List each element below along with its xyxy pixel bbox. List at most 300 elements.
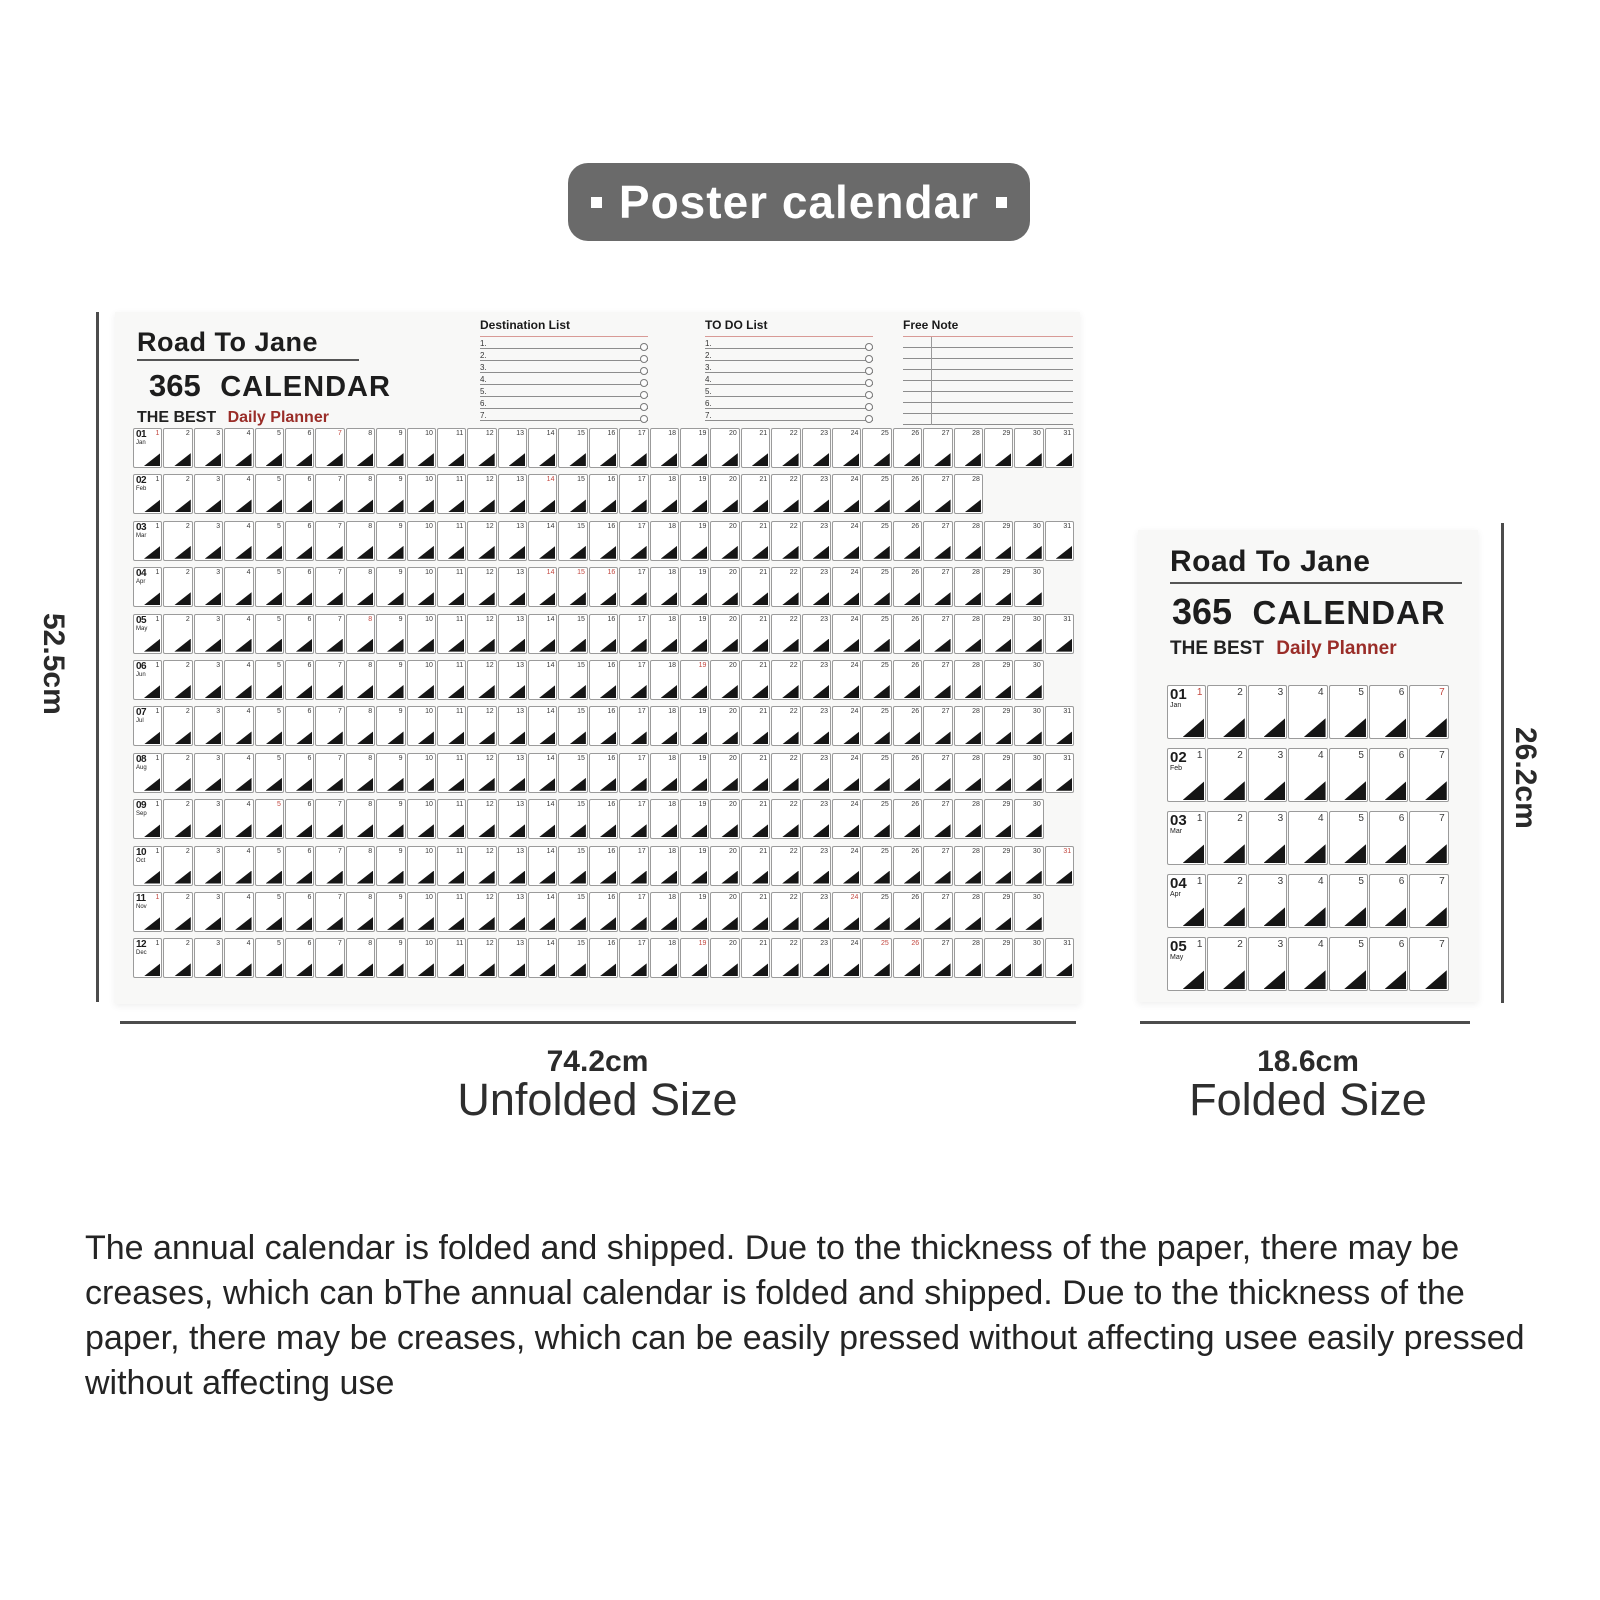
day-number: 8 <box>368 615 373 623</box>
day-cell <box>285 567 314 607</box>
day-number: 25 <box>880 801 889 809</box>
day-cell <box>862 474 891 514</box>
month-number: 08 <box>136 753 147 765</box>
corner-triangle-icon <box>1344 907 1366 926</box>
day-cell <box>407 567 436 607</box>
day-cell <box>255 474 284 514</box>
day-cell <box>710 428 739 468</box>
day-cell <box>224 474 253 514</box>
month-name: Apr <box>1170 891 1181 898</box>
corner-triangle-icon <box>144 453 160 466</box>
day-number: 4 <box>1318 813 1324 824</box>
corner-triangle-icon <box>509 453 525 466</box>
day-number: 7 <box>1439 876 1445 887</box>
corner-triangle-icon <box>1304 970 1326 989</box>
day-cell <box>133 753 162 793</box>
day-cell <box>923 660 952 700</box>
month-name: May <box>136 625 148 632</box>
day-cell <box>984 428 1013 468</box>
day-cell <box>771 660 800 700</box>
day-cell <box>224 428 253 468</box>
day-cell <box>954 567 983 607</box>
corner-triangle-icon <box>721 592 737 605</box>
day-number: 11 <box>456 847 464 855</box>
day-number: 11 <box>456 801 464 809</box>
corner-triangle-icon <box>1183 844 1205 863</box>
corner-triangle-icon <box>266 685 282 698</box>
day-cell <box>741 567 770 607</box>
month-name: May <box>1170 954 1184 961</box>
day-number: 22 <box>789 615 798 623</box>
corner-triangle-icon <box>843 685 859 698</box>
day-cell <box>133 521 162 561</box>
corner-triangle-icon <box>417 546 433 559</box>
corner-triangle-icon <box>1056 963 1072 976</box>
month-label <box>136 940 147 956</box>
corner-triangle-icon <box>387 731 403 744</box>
day-number: 23 <box>820 569 828 577</box>
day-cell <box>224 846 253 886</box>
ruled-line <box>903 392 1073 403</box>
day-cell <box>498 474 527 514</box>
corner-triangle-icon <box>205 546 221 559</box>
corner-triangle-icon <box>782 499 798 512</box>
corner-triangle-icon <box>569 499 585 512</box>
day-cell <box>862 892 891 932</box>
day-cell <box>923 846 952 886</box>
day-cell <box>741 474 770 514</box>
day-number: 23 <box>820 615 828 623</box>
day-cell <box>498 521 527 561</box>
brand-underline <box>137 359 359 361</box>
day-number: 24 <box>850 708 859 716</box>
corner-triangle-icon <box>357 731 373 744</box>
month-number: 02 <box>136 475 147 487</box>
day-number: 2 <box>1237 876 1243 887</box>
day-cell <box>528 706 557 746</box>
day-number: 20 <box>729 476 737 484</box>
day-number: 23 <box>820 801 828 809</box>
day-cell <box>1014 567 1043 607</box>
panel-lines <box>705 336 873 421</box>
day-cell <box>802 474 831 514</box>
corner-triangle-icon <box>296 824 312 837</box>
day-number: 21 <box>759 430 768 437</box>
day-cell <box>589 521 618 561</box>
day-number: 13 <box>516 661 525 669</box>
day-number: 14 <box>546 569 555 577</box>
day-number: 18 <box>668 847 677 855</box>
corner-triangle-icon <box>630 824 646 837</box>
day-cell <box>589 706 618 746</box>
corner-triangle-icon <box>448 639 464 652</box>
day-cell <box>893 892 922 932</box>
day-number: 25 <box>880 708 889 716</box>
corner-triangle-icon <box>417 871 433 884</box>
day-cell <box>832 614 861 654</box>
day-number: 1 <box>1196 876 1203 887</box>
day-number: 4 <box>246 801 251 809</box>
day-number: 23 <box>820 847 828 855</box>
day-cell <box>376 660 405 700</box>
day-cell <box>467 428 496 468</box>
day-number: 14 <box>546 430 555 437</box>
day-number: 4 <box>246 430 251 437</box>
day-cell <box>528 938 557 978</box>
day-number: 9 <box>398 615 403 623</box>
corner-triangle-icon <box>387 917 403 930</box>
day-number: 16 <box>607 847 616 855</box>
day-number: 3 <box>1277 813 1284 824</box>
day-cell <box>923 938 952 978</box>
line-number: 5. <box>705 387 712 396</box>
corner-triangle-icon <box>691 824 707 837</box>
day-cell <box>650 614 679 654</box>
corner-triangle-icon <box>752 546 768 559</box>
day-cell <box>407 892 436 932</box>
month-row-02 <box>1167 748 1450 802</box>
day-cell <box>1369 937 1408 991</box>
corner-triangle-icon <box>417 592 433 605</box>
month-row-01 <box>1167 685 1450 739</box>
corner-triangle-icon <box>1183 970 1205 989</box>
day-cell <box>407 753 436 793</box>
month-label <box>1170 750 1187 772</box>
corner-triangle-icon <box>174 592 190 605</box>
day-cell <box>680 521 709 561</box>
day-cell <box>133 567 162 607</box>
day-number: 24 <box>850 615 859 623</box>
day-number: 29 <box>1002 522 1011 530</box>
day-cell <box>680 753 709 793</box>
day-number: 13 <box>516 893 525 901</box>
day-cell <box>680 938 709 978</box>
day-cell <box>923 706 952 746</box>
corner-triangle-icon <box>873 917 889 930</box>
day-number: 25 <box>880 522 889 530</box>
day-number: 25 <box>880 476 889 484</box>
day-cell <box>437 938 466 978</box>
corner-triangle-icon <box>752 453 768 466</box>
corner-triangle-icon <box>387 499 403 512</box>
corner-triangle-icon <box>1425 907 1447 926</box>
day-number: 4 <box>246 615 251 623</box>
corner-triangle-icon <box>1025 824 1041 837</box>
day-number: 12 <box>485 754 494 762</box>
day-cell <box>710 474 739 514</box>
corner-triangle-icon <box>417 453 433 466</box>
day-cell <box>163 521 192 561</box>
corner-triangle-icon <box>266 546 282 559</box>
day-cell <box>923 567 952 607</box>
folded-month-grid <box>1167 685 1450 1000</box>
corner-triangle-icon <box>387 824 403 837</box>
day-cell <box>194 428 223 468</box>
day-cell <box>741 428 770 468</box>
day-number: 23 <box>820 754 828 762</box>
month-name: Jul <box>136 718 144 725</box>
day-number: 20 <box>729 615 737 623</box>
corner-triangle-icon <box>448 592 464 605</box>
day-cell <box>346 474 375 514</box>
corner-triangle-icon <box>326 546 342 559</box>
day-cell <box>285 660 314 700</box>
day-cell <box>862 799 891 839</box>
day-number: 23 <box>820 661 828 669</box>
day-cell <box>194 474 223 514</box>
corner-triangle-icon <box>205 917 221 930</box>
day-cell <box>1248 748 1287 802</box>
day-number: 21 <box>759 893 768 901</box>
corner-triangle-icon <box>1304 781 1326 800</box>
day-cell <box>680 706 709 746</box>
title-number: 365 <box>1172 590 1233 632</box>
month-name: Feb <box>1170 765 1183 772</box>
corner-triangle-icon <box>448 778 464 791</box>
day-number: 30 <box>1032 661 1041 669</box>
day-cell <box>558 567 587 607</box>
day-cell <box>558 938 587 978</box>
corner-triangle-icon <box>843 499 859 512</box>
day-cell <box>954 706 983 746</box>
day-number: 30 <box>1032 801 1041 809</box>
corner-triangle-icon <box>873 778 889 791</box>
day-number: 29 <box>1002 430 1011 437</box>
day-cell <box>255 938 284 978</box>
ruled-line <box>903 370 1073 381</box>
corner-triangle-icon <box>235 592 251 605</box>
corner-triangle-icon <box>934 546 950 559</box>
corner-triangle-icon <box>266 731 282 744</box>
day-number: 13 <box>516 615 525 623</box>
day-cell <box>133 938 162 978</box>
corner-triangle-icon <box>326 685 342 698</box>
day-cell <box>802 428 831 468</box>
corner-triangle-icon <box>1264 718 1286 737</box>
day-cell <box>407 521 436 561</box>
corner-triangle-icon <box>1264 970 1286 989</box>
day-number: 24 <box>850 940 859 948</box>
corner-triangle-icon <box>326 453 342 466</box>
corner-triangle-icon <box>478 778 494 791</box>
day-cell <box>163 567 192 607</box>
day-cell <box>619 521 648 561</box>
corner-triangle-icon <box>691 963 707 976</box>
corner-triangle-icon <box>813 546 829 559</box>
day-cell <box>437 799 466 839</box>
day-number: 23 <box>820 708 828 716</box>
day-number: 23 <box>820 893 828 901</box>
day-cell <box>680 846 709 886</box>
corner-triangle-icon <box>1304 907 1326 926</box>
day-cell <box>498 938 527 978</box>
day-number: 12 <box>485 940 494 948</box>
day-number: 15 <box>577 615 585 623</box>
day-number: 11 <box>456 569 464 577</box>
corner-triangle-icon <box>630 917 646 930</box>
day-cell <box>315 521 344 561</box>
corner-triangle-icon <box>721 778 737 791</box>
day-cell <box>1329 685 1368 739</box>
day-number: 26 <box>911 522 920 530</box>
day-number: 1 <box>155 847 160 855</box>
day-cell <box>285 428 314 468</box>
day-number: 13 <box>516 940 525 948</box>
day-cell <box>832 428 861 468</box>
day-number: 5 <box>1358 939 1364 950</box>
day-number: 9 <box>398 940 403 948</box>
day-cell <box>407 474 436 514</box>
day-number: 28 <box>972 661 980 669</box>
day-cell <box>285 892 314 932</box>
corner-triangle-icon <box>813 917 829 930</box>
day-number: 6 <box>307 847 312 855</box>
corner-triangle-icon <box>569 778 585 791</box>
corner-triangle-icon <box>326 731 342 744</box>
day-cell <box>346 799 375 839</box>
corner-triangle-icon <box>630 546 646 559</box>
corner-triangle-icon <box>934 685 950 698</box>
line-number: 3. <box>480 363 487 372</box>
day-number: 20 <box>729 847 737 855</box>
corner-triangle-icon <box>600 639 616 652</box>
corner-triangle-icon <box>357 778 373 791</box>
day-cell <box>163 846 192 886</box>
day-number: 21 <box>759 708 768 716</box>
corner-triangle-icon <box>691 871 707 884</box>
day-cell <box>619 614 648 654</box>
day-cell <box>498 428 527 468</box>
day-number: 10 <box>425 940 433 948</box>
corner-triangle-icon <box>873 685 889 698</box>
day-cell <box>346 521 375 561</box>
day-cell <box>255 567 284 607</box>
corner-triangle-icon <box>478 592 494 605</box>
corner-triangle-icon <box>843 963 859 976</box>
day-cell <box>619 567 648 607</box>
corner-triangle-icon <box>478 499 494 512</box>
corner-triangle-icon <box>448 824 464 837</box>
day-cell <box>528 474 557 514</box>
day-cell <box>346 567 375 607</box>
day-number: 9 <box>398 893 403 901</box>
subtitle-prefix: THE BEST <box>1170 637 1264 659</box>
day-cell <box>285 753 314 793</box>
day-number: 3 <box>216 476 221 484</box>
day-number: 2 <box>185 940 190 948</box>
month-row-02 <box>133 474 1075 514</box>
corner-triangle-icon <box>721 546 737 559</box>
corner-triangle-icon <box>661 871 677 884</box>
day-number: 15 <box>577 708 585 716</box>
day-number: 10 <box>425 569 433 577</box>
day-number: 15 <box>577 430 585 437</box>
day-cell <box>771 614 800 654</box>
corner-triangle-icon <box>904 917 920 930</box>
day-number: 16 <box>607 661 616 669</box>
day-cell <box>346 892 375 932</box>
corner-triangle-icon <box>235 639 251 652</box>
corner-triangle-icon <box>630 453 646 466</box>
day-number: 22 <box>789 893 798 901</box>
corner-triangle-icon <box>873 592 889 605</box>
corner-triangle-icon <box>752 499 768 512</box>
day-number: 4 <box>246 708 251 716</box>
day-number: 3 <box>216 801 221 809</box>
day-number: 19 <box>698 754 707 762</box>
unfolded-width-line <box>120 1021 1076 1024</box>
day-number: 15 <box>577 940 585 948</box>
subtitle <box>137 409 391 427</box>
day-number: 27 <box>941 430 950 437</box>
corner-triangle-icon <box>326 917 342 930</box>
day-number: 14 <box>546 661 555 669</box>
day-number: 20 <box>729 801 737 809</box>
corner-triangle-icon <box>266 639 282 652</box>
corner-triangle-icon <box>1056 639 1072 652</box>
day-cell <box>194 846 223 886</box>
day-number: 29 <box>1002 754 1011 762</box>
day-cell <box>1409 811 1448 865</box>
corner-triangle-icon <box>600 546 616 559</box>
corner-triangle-icon <box>296 871 312 884</box>
corner-triangle-icon <box>235 546 251 559</box>
corner-triangle-icon <box>1344 781 1366 800</box>
corner-triangle-icon <box>721 963 737 976</box>
day-cell <box>437 706 466 746</box>
corner-triangle-icon <box>174 778 190 791</box>
day-cell <box>255 614 284 654</box>
day-cell <box>285 799 314 839</box>
day-cell <box>1248 685 1287 739</box>
corner-triangle-icon <box>569 871 585 884</box>
day-number: 4 <box>246 893 251 901</box>
month-label <box>136 662 146 678</box>
day-number: 1 <box>155 569 160 577</box>
title-word: CALENDAR <box>220 371 391 404</box>
corner-triangle-icon <box>873 499 889 512</box>
day-cell <box>650 521 679 561</box>
day-number: 6 <box>1398 876 1405 887</box>
day-number: 4 <box>1318 687 1324 698</box>
day-cell <box>832 660 861 700</box>
corner-triangle-icon <box>661 453 677 466</box>
line-number: 2. <box>480 351 487 360</box>
corner-triangle-icon <box>873 546 889 559</box>
day-cell <box>437 660 466 700</box>
day-number: 14 <box>546 893 555 901</box>
day-cell <box>285 846 314 886</box>
corner-triangle-icon <box>326 778 342 791</box>
subtitle-accent: Daily Planner <box>227 409 329 427</box>
day-number: 4 <box>246 476 251 484</box>
day-number: 31 <box>1063 847 1072 855</box>
corner-triangle-icon <box>661 592 677 605</box>
day-cell <box>407 799 436 839</box>
day-cell <box>893 521 922 561</box>
month-name: Sep <box>136 811 147 818</box>
line-number: 7. <box>705 411 712 420</box>
day-number: 22 <box>789 801 798 809</box>
day-cell <box>194 660 223 700</box>
day-cell <box>224 799 253 839</box>
corner-triangle-icon <box>205 499 221 512</box>
day-cell <box>224 753 253 793</box>
month-label <box>136 476 146 492</box>
day-number: 1 <box>1196 939 1203 950</box>
corner-triangle-icon <box>326 824 342 837</box>
day-number: 13 <box>516 476 525 484</box>
